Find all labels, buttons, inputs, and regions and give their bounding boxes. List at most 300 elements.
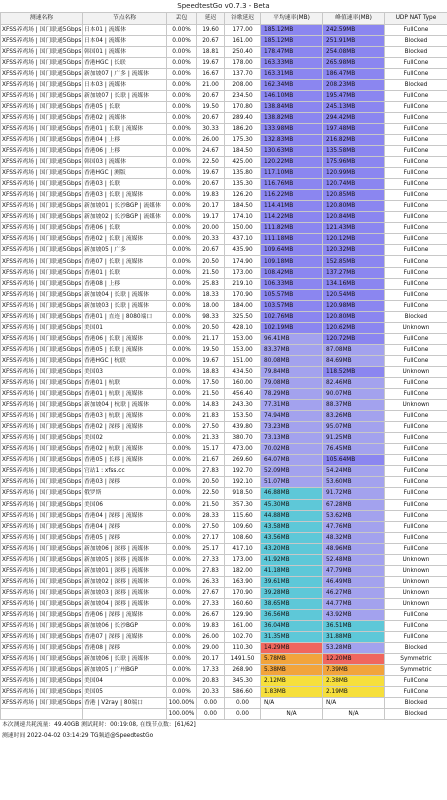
cell-avg-speed: 74.94MB	[261, 411, 323, 422]
cell-nat-type: Symmetric	[385, 665, 447, 676]
cell-test-name: XFSS养鸡场 | 国门联通5Gbps	[1, 576, 83, 587]
cell-google-ping: 174.10	[225, 212, 261, 223]
cell-max-speed: 120.85MB	[323, 190, 385, 201]
cell-nat-type: FullCone	[385, 90, 447, 101]
cell-max-speed: 216.82MB	[323, 134, 385, 145]
cell-max-speed: 53.60MB	[323, 477, 385, 488]
cell-max-speed: 46.49MB	[323, 576, 385, 587]
cell-packet-loss: 0.00%	[167, 278, 197, 289]
cell-google-ping: 380.70	[225, 433, 261, 444]
cell-ping: 17.50	[197, 378, 225, 389]
cell-avg-speed: 120.22MB	[261, 157, 323, 168]
cell-packet-loss: 0.00%	[167, 245, 197, 256]
cell-avg-speed: 73.23MB	[261, 422, 323, 433]
cell-avg-speed: 130.63MB	[261, 146, 323, 157]
cell-google-ping: 160.00	[225, 378, 261, 389]
cell-max-speed: 254.08MB	[323, 46, 385, 57]
cell-node-name: 香港HGC | 测版	[83, 168, 167, 179]
cell-packet-loss: 0.00%	[167, 576, 197, 587]
cell-avg-speed: 45.30MB	[261, 499, 323, 510]
cell-max-speed: 76.45MB	[323, 444, 385, 455]
cell-avg-speed: 44.88MB	[261, 510, 323, 521]
cell-packet-loss: 0.00%	[167, 643, 197, 654]
cell-avg-speed: 111.18MB	[261, 234, 323, 245]
cell-max-speed: 120.62MB	[323, 322, 385, 333]
cell-max-speed: 88.37MB	[323, 400, 385, 411]
cell-avg-speed: 102.76MB	[261, 311, 323, 322]
table-row	[1, 411, 447, 422]
table-row	[1, 79, 447, 90]
cell-nat-type: Blocked	[385, 311, 447, 322]
cell-packet-loss: 0.00%	[167, 411, 197, 422]
cell-google-ping: 173.00	[225, 267, 261, 278]
cell-test-name: XFSS养鸡场 | 国门联通5Gbps	[1, 123, 83, 134]
cell-avg-speed: 77.31MB	[261, 400, 323, 411]
cell-node-name: 香港01 | 杭联	[83, 378, 167, 389]
table-body	[1, 24, 447, 709]
cell-google-ping: 150.00	[225, 223, 261, 234]
cell-node-name: 香港06 | 长联	[83, 223, 167, 234]
cell-packet-loss: 0.00%	[167, 223, 197, 234]
cell-avg-speed: 41.18MB	[261, 565, 323, 576]
cell-packet-loss: 0.00%	[167, 532, 197, 543]
table-row	[1, 565, 447, 576]
cell-ping: 20.67	[197, 90, 225, 101]
cell-ping: 29.00	[197, 643, 225, 654]
cell-ping: 19.17	[197, 212, 225, 223]
cell-packet-loss: 0.00%	[167, 499, 197, 510]
cell-test-name: XFSS养鸡场 | 国门联通5Gbps	[1, 510, 83, 521]
cell-nat-type: FullCone	[385, 422, 447, 433]
cell-max-speed: 95.07MB	[323, 422, 385, 433]
cell-avg-speed: 51.07MB	[261, 477, 323, 488]
cell-test-name: XFSS养鸡场 | 国门联通5Gbps	[1, 223, 83, 234]
cell-ping: 28.33	[197, 510, 225, 521]
table-row	[1, 245, 447, 256]
cell-avg-speed: 79.84MB	[261, 366, 323, 377]
cell-node-name: 香港HGC | 杭联	[83, 355, 167, 366]
table-row	[1, 278, 447, 289]
cell-node-name: 香港02 | 流媒体	[83, 112, 167, 123]
cell-packet-loss: 0.00%	[167, 289, 197, 300]
cell-node-name: 香港07 | 深移 | 流媒体	[83, 632, 167, 643]
cell-packet-loss: 0.00%	[167, 190, 197, 201]
cell-avg-speed: 133.98MB	[261, 123, 323, 134]
cell-node-name: 新加坡02 | 深移 | 流媒体	[83, 576, 167, 587]
cell-test-name: XFSS养鸡场 | 国门联通5Gbps	[1, 112, 83, 123]
cell-google-ping: 135.30	[225, 179, 261, 190]
cell-ping: 20.67	[197, 245, 225, 256]
cell-nat-type: FullCone	[385, 234, 447, 245]
cell-max-speed: 48.32MB	[323, 532, 385, 543]
table-row	[1, 90, 447, 101]
cell-nat-type: Symmetric	[385, 654, 447, 665]
cell-ping: 21.50	[197, 389, 225, 400]
cell-max-speed: 208.23MB	[323, 79, 385, 90]
totals-cell-avg-speed: N/A	[261, 709, 323, 720]
totals-cell-ping: 0.00	[197, 709, 225, 720]
cell-node-name: 新加坡05 | 深移 | 流媒体	[83, 554, 167, 565]
cell-max-speed: 7.39MB	[323, 665, 385, 676]
cell-node-name: 香港01 | 长联 | 流媒体	[83, 123, 167, 134]
cell-ping: 18.00	[197, 300, 225, 311]
cell-max-speed: 91.72MB	[323, 488, 385, 499]
cell-test-name: XFSS养鸡场 | 国门联通5Gbps	[1, 609, 83, 620]
cell-google-ping: 208.00	[225, 79, 261, 90]
cell-google-ping: 345.30	[225, 676, 261, 687]
cell-avg-speed: 114.22MB	[261, 212, 323, 223]
table-row	[1, 543, 447, 554]
table-row	[1, 123, 447, 134]
cell-max-speed: 152.85MB	[323, 256, 385, 267]
cell-node-name: 香港04 | 深移 | 流媒体	[83, 510, 167, 521]
cell-test-name: XFSS养鸡场 | 国门联通5Gbps	[1, 57, 83, 68]
cell-test-name: XFSS养鸡场 | 国门联通5Gbps	[1, 444, 83, 455]
table-row	[1, 532, 447, 543]
table-row	[1, 378, 447, 389]
table-row	[1, 598, 447, 609]
cell-packet-loss: 0.00%	[167, 366, 197, 377]
cell-google-ping: 170.90	[225, 289, 261, 300]
cell-test-name: XFSS养鸡场 | 国门联通5Gbps	[1, 179, 83, 190]
table-row	[1, 676, 447, 687]
cell-google-ping: 177.00	[225, 24, 261, 35]
cell-max-speed: 67.28MB	[323, 499, 385, 510]
cell-max-speed: 47.79MB	[323, 565, 385, 576]
cell-packet-loss: 100.00%	[167, 698, 197, 709]
cell-avg-speed: 108.42MB	[261, 267, 323, 278]
cell-ping: 20.67	[197, 179, 225, 190]
cell-test-name: XFSS养鸡场 | 国门联通5Gbps	[1, 543, 83, 554]
cell-max-speed: 135.58MB	[323, 146, 385, 157]
cell-ping: 19.83	[197, 621, 225, 632]
cell-avg-speed: 43.58MB	[261, 521, 323, 532]
cell-packet-loss: 0.00%	[167, 455, 197, 466]
table-row	[1, 477, 447, 488]
table-row	[1, 223, 447, 234]
cell-test-name: XFSS养鸡场 | 国门联通5Gbps	[1, 400, 83, 411]
cell-packet-loss: 0.00%	[167, 344, 197, 355]
cell-avg-speed: 185.12MB	[261, 24, 323, 35]
cell-node-name: 香港03 | 深移	[83, 477, 167, 488]
cell-avg-speed: 41.92MB	[261, 554, 323, 565]
cell-node-name: 韩国01 | 流媒体	[83, 46, 167, 57]
cell-nat-type: FullCone	[385, 355, 447, 366]
cell-ping: 18.81	[197, 46, 225, 57]
cell-nat-type: FullCone	[385, 190, 447, 201]
cell-google-ping: 153.00	[225, 333, 261, 344]
cell-google-ping: 1491.50	[225, 654, 261, 665]
cell-node-name: 香港06 | 长联 | 流媒体	[83, 333, 167, 344]
cell-max-speed: 82.46MB	[323, 378, 385, 389]
cell-test-name: XFSS养鸡场 | 国门联通5Gbps	[1, 90, 83, 101]
cell-google-ping: 153.00	[225, 344, 261, 355]
cell-node-name: 香港02 | 长联 | 流媒体	[83, 234, 167, 245]
cell-ping: 27.50	[197, 422, 225, 433]
cell-google-ping: 357.30	[225, 499, 261, 510]
cell-nat-type: FullCone	[385, 256, 447, 267]
cell-avg-speed: 105.57MB	[261, 289, 323, 300]
cell-max-speed: 118.52MB	[323, 366, 385, 377]
cell-packet-loss: 0.00%	[167, 510, 197, 521]
cell-packet-loss: 0.00%	[167, 234, 197, 245]
cell-node-name: 官站1 : xfss.cc	[83, 466, 167, 477]
cell-max-speed: 197.48MB	[323, 123, 385, 134]
cell-test-name: XFSS养鸡场 | 国门联通5Gbps	[1, 411, 83, 422]
cell-test-name: XFSS养鸡场 | 国门联通5Gbps	[1, 344, 83, 355]
table-row	[1, 311, 447, 322]
header-ping: 延迟	[197, 13, 225, 25]
cell-nat-type: FullCone	[385, 123, 447, 134]
cell-test-name: XFSS养鸡场 | 国门联通5Gbps	[1, 101, 83, 112]
cell-ping: 27.33	[197, 598, 225, 609]
cell-nat-type: FullCone	[385, 223, 447, 234]
cell-avg-speed: 36.04MB	[261, 621, 323, 632]
cell-test-name: XFSS养鸡场 | 国门联通5Gbps	[1, 587, 83, 598]
table-row	[1, 632, 447, 643]
cell-nat-type: FullCone	[385, 112, 447, 123]
cell-packet-loss: 0.00%	[167, 256, 197, 267]
table-row	[1, 488, 447, 499]
table-row	[1, 134, 447, 145]
cell-node-name: 香港HGC | 长联	[83, 57, 167, 68]
cell-packet-loss: 0.00%	[167, 322, 197, 333]
cell-test-name: XFSS养鸡场 | 国门联通5Gbps	[1, 24, 83, 35]
cell-google-ping: 137.70	[225, 68, 261, 79]
cell-avg-speed: 185.12MB	[261, 35, 323, 46]
table-row	[1, 289, 447, 300]
cell-nat-type: Unknown	[385, 554, 447, 565]
cell-max-speed: 120.74MB	[323, 179, 385, 190]
cell-packet-loss: 0.00%	[167, 444, 197, 455]
cell-ping: 22.50	[197, 488, 225, 499]
cell-test-name: XFSS养鸡场 | 国门联通5Gbps	[1, 389, 83, 400]
cell-avg-speed: 138.84MB	[261, 101, 323, 112]
table-row	[1, 510, 447, 521]
cell-packet-loss: 0.00%	[167, 90, 197, 101]
cell-test-name: XFSS养鸡场 | 国门联通5Gbps	[1, 278, 83, 289]
totals-cell-name	[1, 709, 83, 720]
table-row	[1, 24, 447, 35]
cell-test-name: XFSS养鸡场 | 国门联通5Gbps	[1, 46, 83, 57]
cell-test-name: XFSS养鸡场 | 国门联通5Gbps	[1, 676, 83, 687]
cell-google-ping: 109.60	[225, 521, 261, 532]
totals-cell-loss: 100.00%	[167, 709, 197, 720]
cell-nat-type: FullCone	[385, 289, 447, 300]
cell-max-speed: 120.99MB	[323, 168, 385, 179]
cell-test-name: XFSS养鸡场 | 国门联通5Gbps	[1, 134, 83, 145]
cell-test-name: XFSS养鸡场 | 国门联通5Gbps	[1, 621, 83, 632]
cell-avg-speed: 109.18MB	[261, 256, 323, 267]
cell-avg-speed: 64.07MB	[261, 455, 323, 466]
cell-packet-loss: 0.00%	[167, 35, 197, 46]
cell-google-ping: 268.90	[225, 665, 261, 676]
cell-nat-type: FullCone	[385, 532, 447, 543]
cell-max-speed: 195.47MB	[323, 90, 385, 101]
cell-avg-speed: N/A	[261, 698, 323, 709]
table-row	[1, 146, 447, 157]
cell-ping: 21.50	[197, 499, 225, 510]
cell-test-name: XFSS养鸡场 | 国门联通5Gbps	[1, 190, 83, 201]
cell-max-speed: 52.48MB	[323, 554, 385, 565]
cell-node-name: 香港08 | 深移	[83, 643, 167, 654]
table-row	[1, 256, 447, 267]
cell-test-name: XFSS养鸡场 | 国门联通5Gbps	[1, 433, 83, 444]
cell-packet-loss: 0.00%	[167, 433, 197, 444]
cell-test-name: XFSS养鸡场 | 国门联通5Gbps	[1, 201, 83, 212]
table-row	[1, 576, 447, 587]
cell-nat-type: Blocked	[385, 46, 447, 57]
cell-google-ping: 173.00	[225, 554, 261, 565]
cell-node-name: 新加坡03 | 深移 | 流媒体	[83, 587, 167, 598]
cell-packet-loss: 0.00%	[167, 24, 197, 35]
cell-test-name: XFSS养鸡场 | 国门联通5Gbps	[1, 35, 83, 46]
table-row	[1, 300, 447, 311]
table-row	[1, 179, 447, 190]
cell-node-name: 美国03	[83, 366, 167, 377]
cell-google-ping: 425.00	[225, 157, 261, 168]
cell-google-ping: 178.00	[225, 57, 261, 68]
cell-avg-speed: 178.47MB	[261, 46, 323, 57]
cell-test-name: XFSS养鸡场 | 国门联通5Gbps	[1, 422, 83, 433]
cell-max-speed: N/A	[323, 698, 385, 709]
cell-avg-speed: 116.76MB	[261, 179, 323, 190]
cell-nat-type: FullCone	[385, 212, 447, 223]
cell-ping: 17.33	[197, 665, 225, 676]
cell-google-ping: 456.40	[225, 389, 261, 400]
cell-google-ping: 192.70	[225, 466, 261, 477]
cell-ping: 19.83	[197, 190, 225, 201]
cell-nat-type: FullCone	[385, 68, 447, 79]
cell-packet-loss: 0.00%	[167, 212, 197, 223]
cell-nat-type: FullCone	[385, 488, 447, 499]
cell-node-name: 新加坡04 | 杭联 | 流媒体	[83, 400, 167, 411]
cell-node-name: 美国05	[83, 687, 167, 698]
cell-ping: 27.67	[197, 587, 225, 598]
cell-nat-type: FullCone	[385, 179, 447, 190]
cell-max-speed: 48.96MB	[323, 543, 385, 554]
table-row	[1, 654, 447, 665]
cell-nat-type: Unknown	[385, 366, 447, 377]
cell-node-name: 新加坡05 | 广州BGP	[83, 665, 167, 676]
cell-google-ping: 174.90	[225, 256, 261, 267]
cell-packet-loss: 0.00%	[167, 609, 197, 620]
cell-ping: 21.83	[197, 411, 225, 422]
cell-avg-speed: 5.38MB	[261, 665, 323, 676]
cell-ping: 14.83	[197, 400, 225, 411]
cell-avg-speed: 80.08MB	[261, 355, 323, 366]
cell-test-name: XFSS养鸡场 | 国门联通5Gbps	[1, 654, 83, 665]
cell-node-name: 日本04 | 流媒体	[83, 35, 167, 46]
table-row	[1, 190, 447, 201]
cell-nat-type: FullCone	[385, 57, 447, 68]
cell-ping: 30.33	[197, 123, 225, 134]
table-row	[1, 643, 447, 654]
cell-nat-type: FullCone	[385, 344, 447, 355]
cell-node-name: 新加坡02 | 长沙BGP | 流媒体	[83, 212, 167, 223]
cell-node-name: 香港03 | 长联 | 流媒体	[83, 190, 167, 201]
cell-node-name: 香港06 | 深移 | 流媒体	[83, 609, 167, 620]
cell-max-speed: 12.20MB	[323, 654, 385, 665]
cell-ping: 26.33	[197, 576, 225, 587]
cell-max-speed: 175.96MB	[323, 157, 385, 168]
header-row	[1, 13, 447, 25]
cell-avg-speed: 73.13MB	[261, 433, 323, 444]
cell-packet-loss: 0.00%	[167, 101, 197, 112]
header-node-name: 节点名称	[83, 13, 167, 25]
cell-ping: 20.67	[197, 35, 225, 46]
table-row	[1, 389, 447, 400]
cell-nat-type: FullCone	[385, 278, 447, 289]
cell-packet-loss: 0.00%	[167, 68, 197, 79]
totals-cell-google-ping: 0.00	[225, 709, 261, 720]
table-row	[1, 168, 447, 179]
cell-node-name: 新加坡04 | 深移 | 流媒体	[83, 598, 167, 609]
cell-max-speed: 120.80MB	[323, 311, 385, 322]
cell-avg-speed: 5.78MB	[261, 654, 323, 665]
table-row	[1, 665, 447, 676]
cell-nat-type: FullCone	[385, 543, 447, 554]
cell-max-speed: 36.51MB	[323, 621, 385, 632]
cell-max-speed: 43.92MB	[323, 609, 385, 620]
cell-packet-loss: 0.00%	[167, 687, 197, 698]
cell-google-ping: 325.50	[225, 311, 261, 322]
table-row	[1, 35, 447, 46]
cell-nat-type: FullCone	[385, 687, 447, 698]
cell-packet-loss: 0.00%	[167, 168, 197, 179]
cell-packet-loss: 0.00%	[167, 300, 197, 311]
cell-packet-loss: 0.00%	[167, 355, 197, 366]
cell-node-name: 新加坡04 | 长联 | 流媒体	[83, 289, 167, 300]
table-row	[1, 267, 447, 278]
table-row	[1, 234, 447, 245]
cell-google-ping: 170.80	[225, 101, 261, 112]
cell-avg-speed: 83.37MB	[261, 344, 323, 355]
cell-node-name: 美国01	[83, 322, 167, 333]
cell-google-ping: 186.20	[225, 123, 261, 134]
table-row	[1, 687, 447, 698]
cell-avg-speed: 106.33MB	[261, 278, 323, 289]
cell-packet-loss: 0.00%	[167, 201, 197, 212]
cell-google-ping: 219.10	[225, 278, 261, 289]
cell-google-ping: 163.90	[225, 576, 261, 587]
cell-test-name: XFSS养鸡场 | 国门联通5Gbps	[1, 333, 83, 344]
cell-nat-type: FullCone	[385, 466, 447, 477]
cell-nat-type: FullCone	[385, 510, 447, 521]
cell-avg-speed: 114.41MB	[261, 201, 323, 212]
cell-test-name: XFSS养鸡场 | 国门联通5Gbps	[1, 311, 83, 322]
cell-packet-loss: 0.00%	[167, 621, 197, 632]
table-row	[1, 400, 447, 411]
cell-google-ping: 108.60	[225, 532, 261, 543]
table-row	[1, 57, 447, 68]
cell-nat-type: Unknown	[385, 587, 447, 598]
cell-node-name: 香港05 | 深移	[83, 532, 167, 543]
cell-test-name: XFSS养鸡场 | 国门联通5Gbps	[1, 289, 83, 300]
cell-google-ping: 437.10	[225, 234, 261, 245]
cell-nat-type: FullCone	[385, 477, 447, 488]
cell-ping: 20.17	[197, 654, 225, 665]
cell-packet-loss: 0.00%	[167, 632, 197, 643]
cell-node-name: 美国04	[83, 676, 167, 687]
cell-avg-speed: 162.34MB	[261, 79, 323, 90]
cell-max-speed: 44.77MB	[323, 598, 385, 609]
cell-test-name: XFSS养鸡场 | 国门联通5Gbps	[1, 322, 83, 333]
cell-nat-type: FullCone	[385, 632, 447, 643]
cell-node-name: 香港04 | 深移	[83, 521, 167, 532]
cell-packet-loss: 0.00%	[167, 521, 197, 532]
cell-node-name: 美国06	[83, 499, 167, 510]
